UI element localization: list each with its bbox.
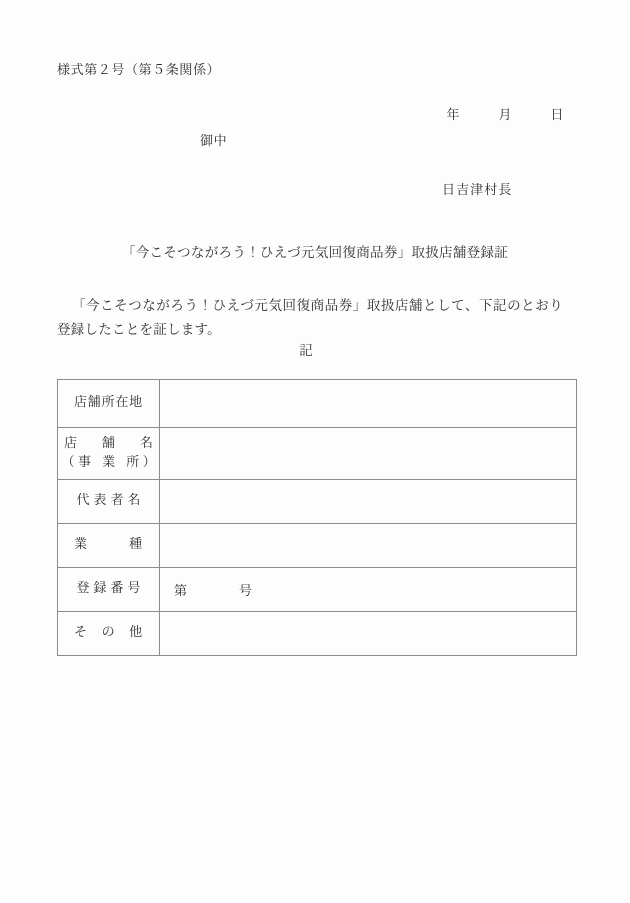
table-row (58, 380, 577, 428)
row-value-business-type[interactable] (160, 524, 577, 568)
row-label-registration-number (58, 568, 160, 612)
table-row (58, 480, 577, 524)
label-text: 業 種 (73, 537, 143, 553)
row-label-business-type (58, 524, 160, 568)
label-text: 店 舗 名 (64, 435, 160, 451)
date-line (430, 86, 564, 146)
ki-marker: 記 (299, 343, 313, 359)
date-day-label: 日 (550, 108, 564, 124)
row-value-registration-number[interactable] (160, 568, 577, 612)
document-title: 「今こそつながろう！ひえづ元気回復商品券」取扱店舗登録証 (121, 245, 509, 261)
row-value-other[interactable] (160, 612, 577, 656)
table-row (58, 524, 577, 568)
date-year-label: 年 (446, 108, 460, 124)
table-row (58, 428, 577, 480)
label-text: そ の 他 (73, 625, 143, 641)
date-month-label: 月 (498, 108, 512, 124)
registration-number-prefix: 第 (174, 584, 188, 599)
row-label-store-address (58, 380, 160, 428)
row-value-store-address[interactable] (160, 380, 577, 428)
label-text-secondary: （事 業 所） (61, 454, 160, 470)
label-text: 店舗所在地 (73, 395, 143, 411)
label-text: 代表者名 (76, 493, 145, 509)
row-value-store-name[interactable] (160, 428, 577, 480)
row-label-store-name (58, 428, 160, 480)
body-paragraph: 「今こそつながろう！ひえづ元気回復商品券」取扱店舗として、下記のとおり登録したことを証します。 (57, 298, 563, 338)
row-value-representative[interactable] (160, 480, 577, 524)
label-text: 登録番号 (76, 581, 145, 597)
table-row (58, 568, 577, 612)
row-label-other (58, 612, 160, 656)
row-label-representative (58, 480, 160, 524)
addressee-line: 御中 (200, 134, 228, 149)
issuer-name: 日吉津村長 (442, 183, 513, 198)
registration-number-suffix: 号 (239, 584, 253, 599)
registration-table (57, 379, 577, 656)
table-row (58, 612, 577, 656)
form-number: 様式第２号（第５条関係） (57, 63, 221, 78)
